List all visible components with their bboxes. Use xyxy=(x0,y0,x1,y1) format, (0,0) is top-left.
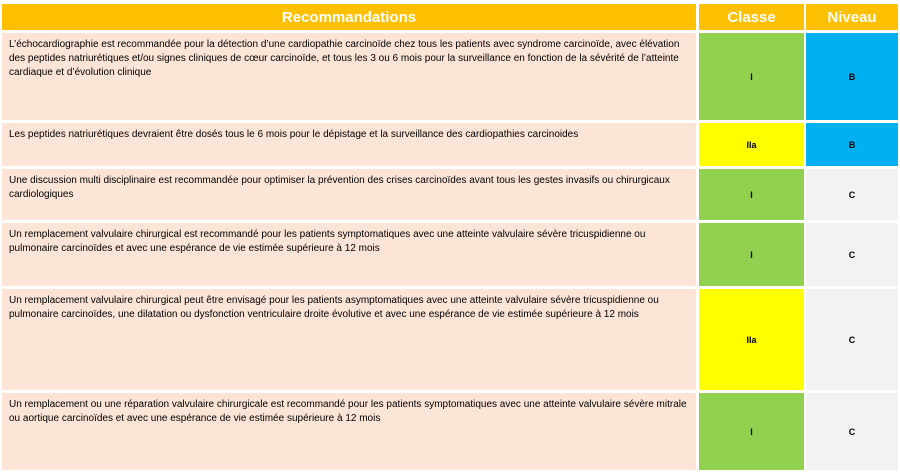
recommendation-text: Un remplacement valvulaire chirurgical est recommandé pour les patients symptomatiques avec une atteinte valvulaire sévère tricuspidienne ou pulmonaire carcinoïdes et avec une espérance de vie estimée supérieure à 12 mois xyxy=(2,223,696,286)
niveau-value: C xyxy=(806,169,898,220)
recommendation-text: L’échocardiographie est recommandée pour la détection d’une cardiopathie carcinoïde chez tous les patients avec syndrome carcinoïde, avec élévation des peptides natriurétiques et/ou signes cliniques de cœur carcinoïde, et tous les 3 ou 6 mois pour la surveillance en fonction de la sévérité de l’atteinte cardiaque et d’évolution clinique xyxy=(2,33,696,120)
table-header xyxy=(0,4,900,30)
niveau-value: B xyxy=(806,33,898,120)
recommendation-text: Un remplacement valvulaire chirurgical peut être envisagé pour les patients asymptomatiques avec une atteinte valvulaire sévère tricuspidienne ou pulmonaire carcinoïdes, une dilatation ou dysfonction ventriculaire droite évolutive et avec une espérance de vie estimée supérieure à 12 mois xyxy=(2,289,696,390)
niveau-value: B xyxy=(806,123,898,166)
table-row xyxy=(0,393,900,470)
table-row xyxy=(0,169,900,220)
header-classe: Classe xyxy=(699,4,804,30)
header-niveau: Niveau xyxy=(806,4,898,30)
recommendation-text: Un remplacement ou une réparation valvulaire chirurgicale est recommandé pour les patients symptomatiques avec une atteinte valvulaire sévère mitrale ou aortique carcinoïdes et avec une espérance de vie estimée supérieure à 12 mois xyxy=(2,393,696,470)
header-recommandations: Recommandations xyxy=(2,4,696,30)
classe-value: I xyxy=(699,393,804,470)
classe-value: I xyxy=(699,169,804,220)
classe-value: I xyxy=(699,223,804,286)
classe-value: IIa xyxy=(699,289,804,390)
classe-value: I xyxy=(699,33,804,120)
classe-value: IIa xyxy=(699,123,804,166)
table-row xyxy=(0,289,900,390)
niveau-value: C xyxy=(806,223,898,286)
table-row xyxy=(0,33,900,120)
table-row xyxy=(0,123,900,166)
niveau-value: C xyxy=(806,289,898,390)
table-row xyxy=(0,223,900,286)
recommendation-text: Une discussion multi disciplinaire est recommandée pour optimiser la prévention des crises carcinoïdes avant tous les gestes invasifs ou chirurgicaux cardiologiques xyxy=(2,169,696,220)
niveau-value: C xyxy=(806,393,898,470)
recommendation-text: Les peptides natriurétiques devraient être dosés tous le 6 mois pour le dépistage et la surveillance des cardiopathies carcinoides xyxy=(2,123,696,166)
